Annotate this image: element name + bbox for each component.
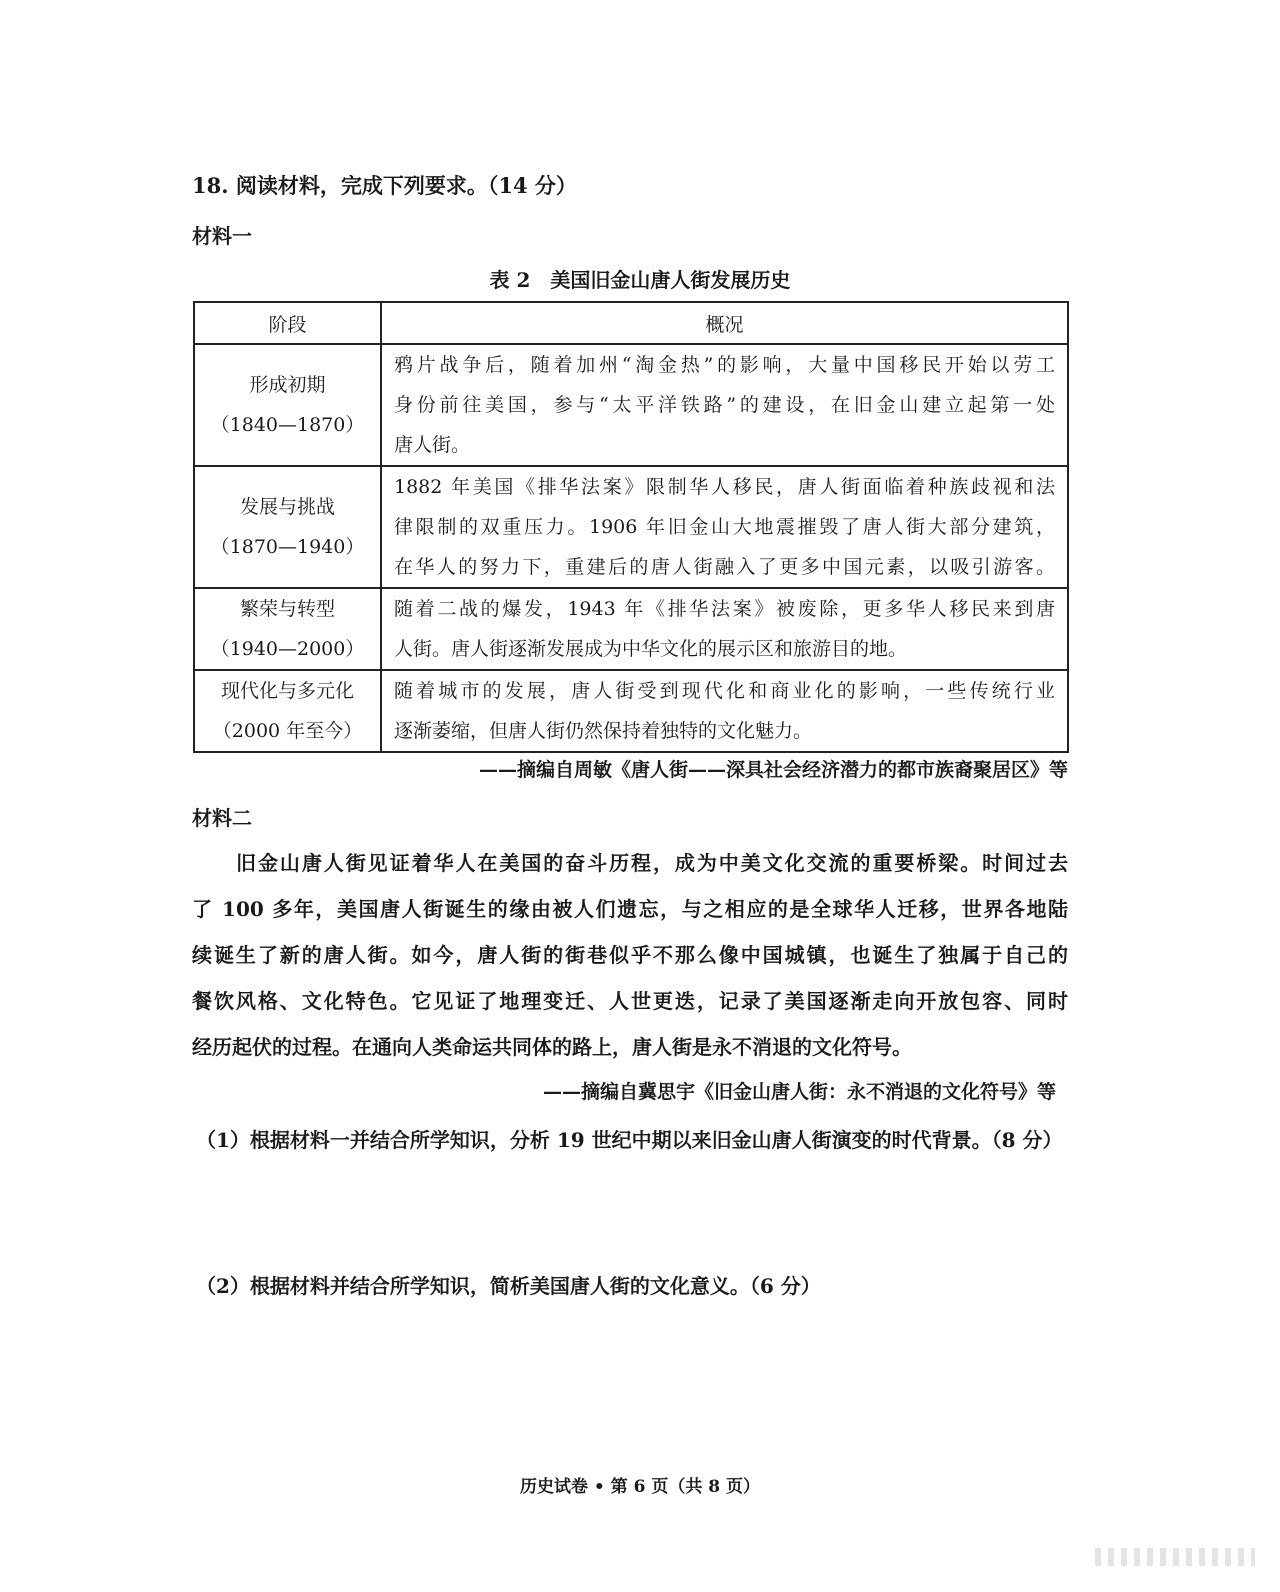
header-stage: 阶段 xyxy=(194,302,381,344)
overview-line: 律限制的双重压力。1906 年旧金山大地震摧毁了唐人街大部分建筑， xyxy=(394,516,1055,538)
stage-cell xyxy=(194,670,381,752)
stage-period: （1840—1870） xyxy=(210,414,365,436)
material2-source: ——摘编自冀思宇《旧金山唐人街：永不消退的文化符号》等 xyxy=(542,1081,1056,1103)
stage-period: （1940—2000） xyxy=(210,638,365,660)
table-row xyxy=(194,588,1068,670)
question-title: 18. 阅读材料，完成下列要求。（14 分） xyxy=(192,173,577,198)
table-header-row xyxy=(194,302,1068,344)
stage-cell xyxy=(194,588,381,670)
paragraph-line: 经历起伏的过程。在通向人类命运共同体的路上，唐人街是永不消退的文化符号。 xyxy=(192,1035,912,1059)
sub-question-2: （2）根据材料并结合所学知识，简析美国唐人街的文化意义。（6 分） xyxy=(196,1274,821,1298)
table-title: 表 2 美国旧金山唐人街发展历史 xyxy=(489,268,791,292)
paragraph-line: 续诞生了新的唐人街。如今，唐人街的街巷似乎不那么像中国城镇，也诞生了独属于自己的 xyxy=(192,943,1068,967)
overview-line: 鸦片战争后，随着加州“淘金热”的影响，大量中国移民开始以劳工 xyxy=(394,354,1055,376)
table-row xyxy=(194,466,1068,588)
stage-name: 繁荣与转型 xyxy=(239,598,335,620)
overview-line: 随着城市的发展，唐人街受到现代化和商业化的影响，一些传统行业 xyxy=(394,680,1055,702)
history-table xyxy=(193,301,1069,753)
sub-question-1: （1）根据材料一并结合所学知识，分析 19 世纪中期以来旧金山唐人街演变的时代背景。（8 分） xyxy=(196,1128,1063,1152)
header-overview: 概况 xyxy=(381,302,1068,344)
paragraph-line: 餐饮风格、文化特色。它见证了地理变迁、人世更迭，记录了美国逐渐走向开放包容、同时 xyxy=(192,989,1068,1013)
stage-name: 发展与挑战 xyxy=(239,496,335,518)
material1-source: ——摘编自周敏《唐人街——深具社会经济潜力的都市族裔聚居区》等 xyxy=(478,759,1068,781)
stage-name: 形成初期 xyxy=(249,374,326,396)
material1-label: 材料一 xyxy=(192,224,252,248)
paragraph-line: 旧金山唐人街见证着华人在美国的奋斗历程，成为中美文化交流的重要桥梁。时间过去 xyxy=(236,851,1068,875)
table-row xyxy=(194,670,1068,752)
table-row xyxy=(194,344,1068,466)
overview-cell xyxy=(381,670,1068,752)
overview-cell xyxy=(381,588,1068,670)
overview-line: 在华人的努力下，重建后的唐人街融入了更多中国元素，以吸引游客。 xyxy=(394,556,1055,578)
stage-period: （2000 年至今） xyxy=(212,720,363,742)
overview-cell xyxy=(381,344,1068,466)
overview-cell xyxy=(381,466,1068,588)
material2-label: 材料二 xyxy=(192,806,252,830)
overview-line: 唐人街。 xyxy=(394,434,471,456)
overview-line: 人街。唐人街逐渐发展成为中华文化的展示区和旅游目的地。 xyxy=(394,638,908,660)
stage-period: （1870—1940） xyxy=(210,536,365,558)
overview-line: 逐渐萎缩，但唐人街仍然保持着独特的文化魅力。 xyxy=(394,720,813,742)
overview-line: 身份前往美国，参与“太平洋铁路”的建设，在旧金山建立起第一处 xyxy=(394,394,1055,416)
page-footer: 历史试卷 • 第 6 页（共 8 页） xyxy=(519,1477,761,1497)
overview-line: 随着二战的爆发，1943 年《排华法案》被废除，更多华人移民来到唐 xyxy=(394,598,1055,620)
watermark xyxy=(1095,1548,1255,1566)
paragraph-line: 了 100 多年，美国唐人街诞生的缘由被人们遗忘，与之相应的是全球华人迁移，世界各地陆 xyxy=(192,897,1068,921)
material2-paragraph xyxy=(192,840,1068,1070)
overview-line: 1882 年美国《排华法案》限制华人移民，唐人街面临着种族歧视和法 xyxy=(394,476,1055,498)
stage-cell xyxy=(194,466,381,588)
stage-name: 现代化与多元化 xyxy=(220,680,354,702)
stage-cell xyxy=(194,344,381,466)
